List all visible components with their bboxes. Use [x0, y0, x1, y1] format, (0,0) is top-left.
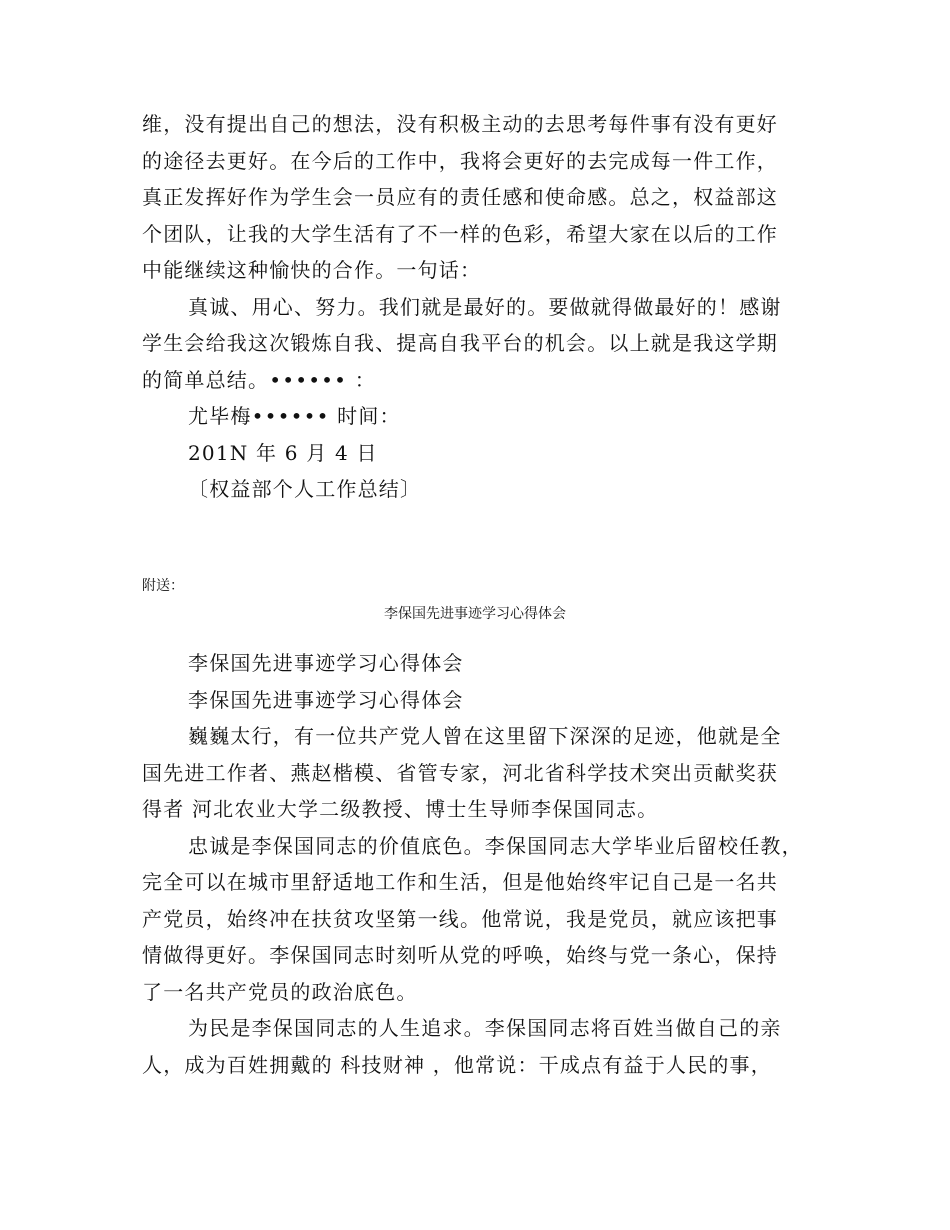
- text-line: 为民是李保国同志的人生追求。李保国同志将百姓当做自己的亲: [188, 1016, 782, 1040]
- text-line: 的途径去更好。在今后的工作中，我将会更好的去完成每一件工作，: [142, 148, 778, 173]
- text-line: 情做得更好。李保国同志时刻听从党的呼唤，始终与党一条心，保持: [142, 943, 778, 967]
- text-line: 学生会给我这次锻炼自我、提高自我平台的机会。以上就是我这学期: [142, 331, 778, 355]
- text-line: 产党员，始终冲在扶贫攻坚第一线。他常说，我是党员，就应该把事: [142, 906, 778, 931]
- text-line: 人，成为百姓拥戴的 科技财神 ，他常说：干成点有益于人民的事，: [142, 1052, 772, 1077]
- heading-line: 李保国先进事迹学习心得体会: [188, 651, 464, 675]
- study-reflection-section: [142, 645, 812, 1083]
- work-summary-section: [142, 106, 812, 508]
- text-line: 得者 河北农业大学二级教授、博士生导师李保国同志。: [142, 797, 659, 821]
- summary-caption: 〔权益部个人工作总结〕: [188, 477, 422, 501]
- date-line: 201N 年 6 月 4 日: [188, 440, 378, 465]
- appendix-title: 李保国先进事迹学习心得体会: [384, 606, 566, 622]
- text-line: 的简单总结。•••••• ：: [142, 367, 376, 392]
- heading-line: 李保国先进事迹学习心得体会: [188, 687, 464, 712]
- appendix-label: 附送：: [142, 578, 184, 594]
- text-line: 国先进工作者、燕赵楷模、省管专家，河北省科学技术突出贡献奖获: [142, 760, 778, 785]
- text-line: 忠诚是李保国同志的价值底色。李保国同志大学毕业后留校任教，: [188, 833, 803, 858]
- text-line: 巍巍太行，有一位共产党人曾在这里留下深深的足迹，他就是全: [188, 724, 782, 748]
- text-line: 个团队，让我的大学生活有了不一样的色彩，希望大家在以后的工作: [142, 221, 778, 246]
- text-line: 完全可以在城市里舒适地工作和生活，但是他始终牢记自己是一名共: [142, 870, 778, 894]
- text-line: 中能继续这种愉快的合作。一句话：: [142, 258, 482, 282]
- text-line: 真正发挥好作为学生会一员应有的责任感和使命感。总之，权益部这: [142, 185, 778, 209]
- text-line: 真诚、用心、努力。我们就是最好的。要做就得做最好的！感谢: [188, 294, 782, 319]
- author-line: 尤毕梅•••••• 时间：: [188, 404, 401, 428]
- text-line: 了一名共产党员的政治底色。: [142, 979, 418, 1004]
- text-line: 维，没有提出自己的想法，没有积极主动的去思考每件事有没有更好: [142, 112, 778, 136]
